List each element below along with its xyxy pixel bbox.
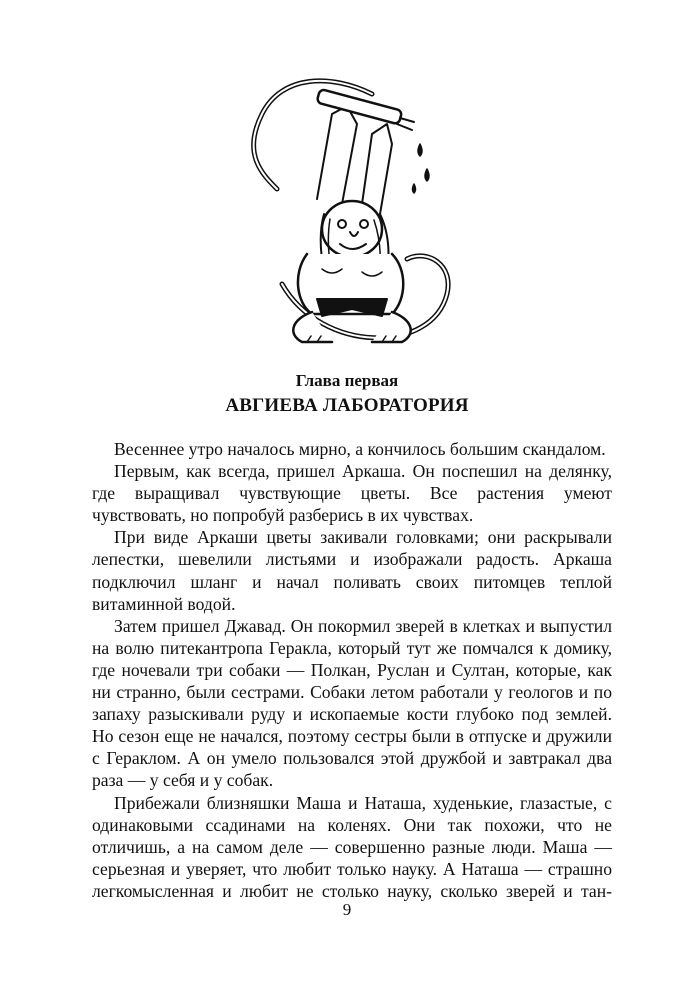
troll-with-hose-illustration bbox=[222, 54, 452, 354]
paragraph-5: Прибежали близняшки Маша и Наташа, худенькие, глазастые, с одинаковыми ссадинами на коленях. Они так похожи, что не отличишь, а на самом деле — совершенно разные люди. Маша — серьезная и уверяет, что любит только науку. А Наташа — страшно легкомысленная и любит не столько науку, сколько зверей и тан- bbox=[92, 792, 612, 901]
body-text bbox=[92, 438, 612, 902]
paragraph-2: Первым, как всегда, пришел Аркаша. Он поспешил на делянку, где выращивал чувствующие цветы. Все растения умеют чувствовать, но попробуй разберись в их чувствах. bbox=[92, 461, 612, 526]
chapter-label: Глава первая bbox=[295, 371, 399, 390]
chapter-title: АВГИЕВА ЛАБОРАТОРИЯ bbox=[225, 395, 469, 416]
paragraph-4: Затем пришел Джавад. Он покормил зверей в клетках и выпустил на волю питекантропа Геракла, который тут же помчался к домику, где ночевали три собаки — Полкан, Руслан и Султан, которые, как ни странно, были сестрами. Собаки летом работали у геологов и по запаху разыскивали руду и ископаемые кости глубоко под землей. Но сезон еще не начался, поэтому сестры были в отпуске и дружили с Гераклом. А он умело пользовался этой дружбой и завтракал два раза — у себя и у собак. bbox=[92, 615, 612, 791]
paragraph-1: Весеннее утро началось мирно, а кончилось большим скандалом. bbox=[114, 439, 606, 459]
paragraph-3: При виде Аркаши цветы закивали головками; они раскрывали лепестки, шевелили листьями и изображали радость. Аркаша подключил шланг и начал поливать своих питомцев теплой витаминной водой. bbox=[92, 527, 612, 614]
page-number: 9 bbox=[342, 900, 352, 919]
